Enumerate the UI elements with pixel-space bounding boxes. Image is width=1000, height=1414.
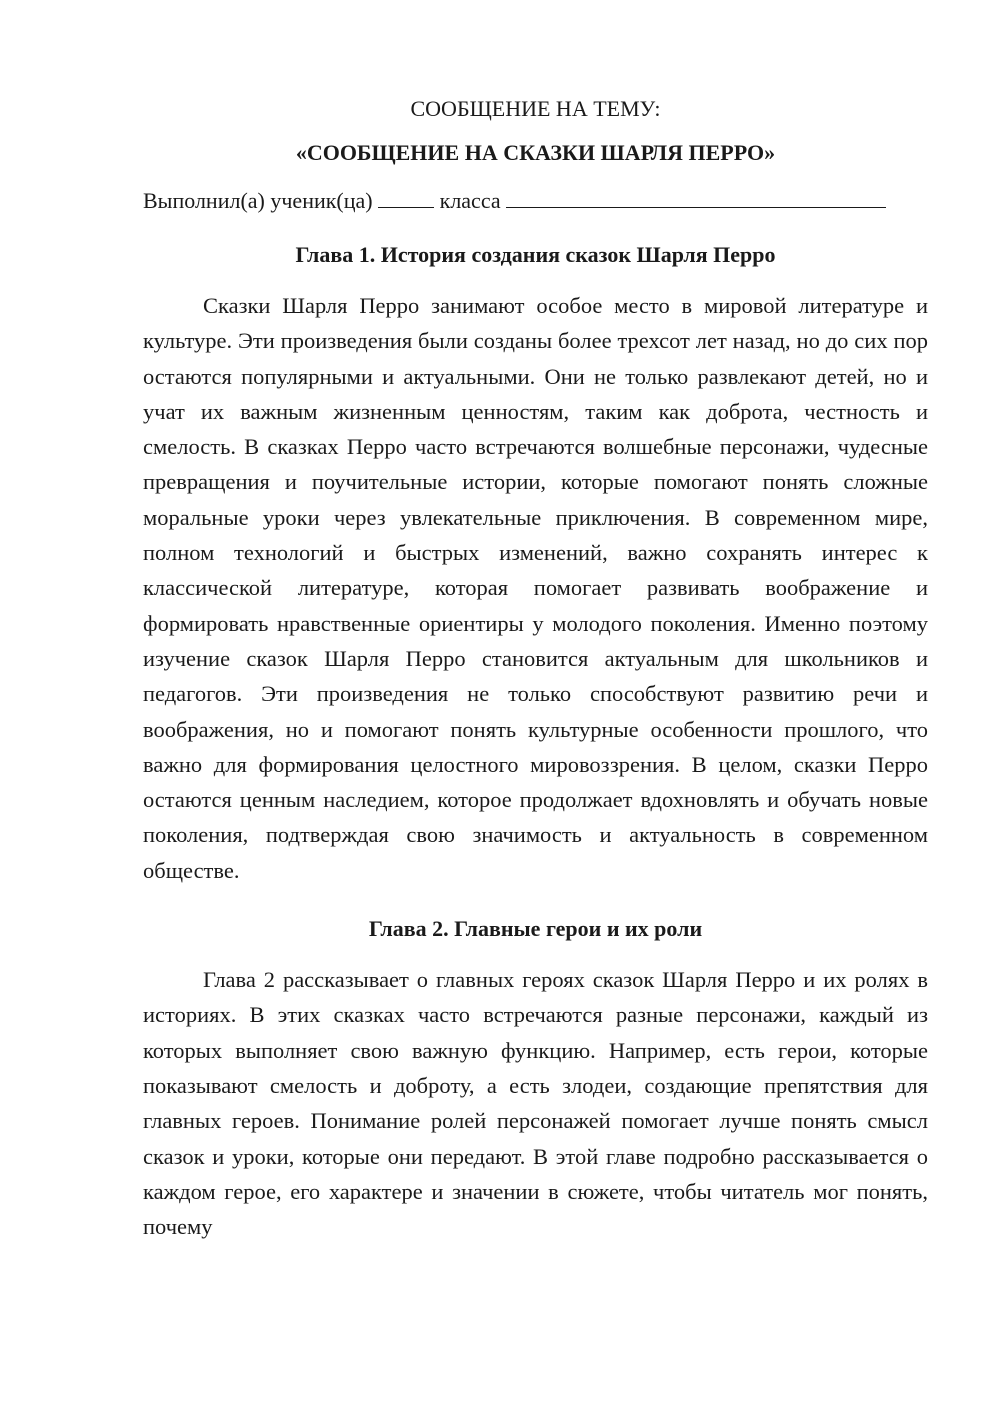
subject-line: СООБЩЕНИЕ НА ТЕМУ:: [410, 96, 661, 121]
performed-by-label: Выполнил(а) ученик(ца): [143, 188, 373, 213]
signature-line: [143, 184, 928, 218]
class-number-blank: [378, 187, 434, 208]
chapter-1-paragraph: Сказки Шарля Перро занимают особое место в мировой литературе и культуре. Эти произведения были созданы более трехсот лет назад, но до сих пор остаются популярными и актуальными. Они не только развлекают детей, но и учат их важным жизненным ценностям, таким как доброта, честность и смелость. В сказках Перро часто встречаются волшебные персонажи, чудесные превращения и поучительные истории, которые помогают понять сложные моральные уроки через увлекательные приключения. В современном мире, полном технологий и быстрых изменений, важно сохранять интерес к классической литературе, которая помогает развивать воображение и формировать нравственные ориентиры у молодого поколения. Именно поэтому изучение сказок Шарля Перро становится актуальным для школьников и педагогов. Эти произведения не только способствуют развитию речи и воображения, но и помогают понять культурные особенности прошлого, что важно для формирования целостного мировоззрения. В целом, сказки Перро остаются ценным наследием, которое продолжает вдохновлять и обучать новые поколения, подтверждая свою значимость и актуальность в современном обществе.: [143, 293, 928, 883]
document-page: [143, 92, 928, 1244]
document-title: «СООБЩЕНИЕ НА СКАЗКИ ШАРЛЯ ПЕРРО»: [295, 140, 776, 165]
chapter-1-heading: Глава 1. История создания сказок Шарля Перро: [295, 242, 776, 267]
chapter-2-paragraph: Глава 2 рассказывает о главных героях сказок Шарля Перро и их ролях в историях. В этих сказках часто встречаются разные персонажи, каждый из которых выполняет свою важную функцию. Например, есть герои, которые показывают смелость и доброту, а есть злодеи, создающие препятствия для главных героев. Понимание ролей персонажей помогает лучше понять смысл сказок и уроки, которые они передают. В этой главе подробно рассказывается о каждом герое, его характере и значении в сюжете, чтобы читатель мог понять, почему: [143, 967, 928, 1240]
chapter-2-heading: Глава 2. Главные герои и их роли: [368, 916, 703, 942]
class-label: класса: [439, 188, 501, 213]
student-name-blank: [506, 187, 886, 208]
